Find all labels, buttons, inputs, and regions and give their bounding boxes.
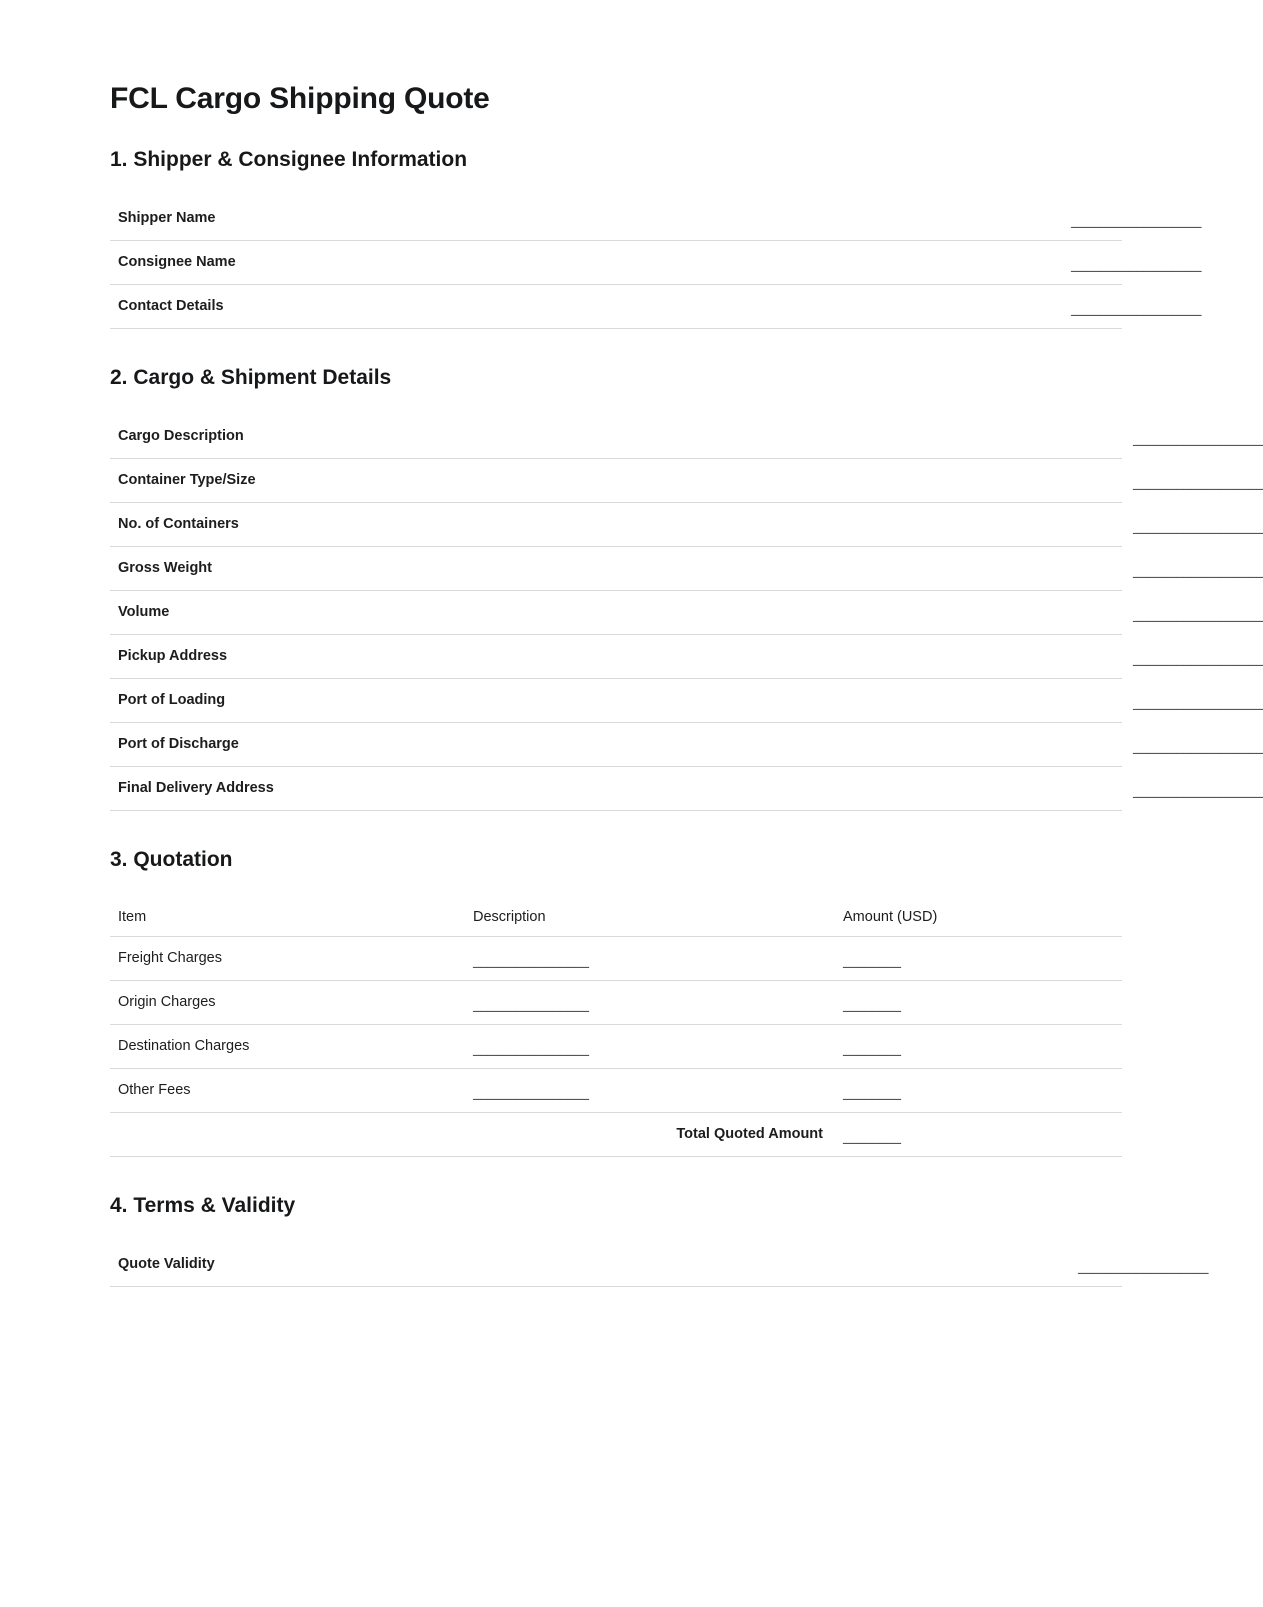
table-row — [110, 284, 1122, 328]
terms-validity-table — [110, 1243, 1209, 1287]
table-row — [110, 936, 1122, 980]
table-row — [110, 1024, 1122, 1068]
blank-line: __________________ — [1078, 1260, 1209, 1277]
section-heading-cargo-shipment: 2. Cargo & Shipment Details — [110, 365, 392, 389]
field-value-contact-details[interactable] — [616, 284, 1202, 328]
document-content — [110, 0, 1263, 1287]
blank-line: __________________ — [1133, 476, 1263, 493]
field-label-shipper-name: Shipper Name — [110, 197, 616, 241]
blank-line: __________________ — [1133, 608, 1263, 625]
field-label-quote-validity: Quote Validity — [110, 1243, 616, 1287]
field-label-cargo-description: Cargo Description — [110, 415, 616, 459]
cargo-shipment-table — [110, 415, 1263, 811]
quotation-item-destination-charges: Destination Charges — [110, 1024, 465, 1068]
field-label-no-of-containers: No. of Containers — [110, 502, 616, 546]
quotation-description-other-fees[interactable] — [465, 1068, 835, 1112]
quotation-description-origin-charges[interactable] — [465, 980, 835, 1024]
field-value-container-type-size[interactable] — [616, 458, 1263, 502]
table-row — [110, 546, 1122, 590]
field-label-port-of-discharge: Port of Discharge — [110, 722, 616, 766]
blank-line: ________ — [843, 1042, 901, 1059]
table-row — [110, 458, 1122, 502]
blank-line: __________________ — [1071, 302, 1202, 319]
quotation-amount-origin-charges[interactable] — [835, 980, 1122, 1024]
table-row — [110, 502, 1122, 546]
table-row — [110, 415, 1122, 459]
quotation-item-freight-charges: Freight Charges — [110, 936, 465, 980]
field-value-cargo-description[interactable] — [616, 415, 1263, 459]
field-value-no-of-containers[interactable] — [616, 502, 1263, 546]
blank-line: __________________ — [1133, 696, 1263, 713]
blank-line: ________ — [843, 954, 901, 971]
table-row — [110, 678, 1122, 722]
column-header-amount-usd: Amount (USD) — [835, 898, 1122, 936]
table-row — [110, 590, 1122, 634]
field-value-shipper-name[interactable] — [616, 197, 1202, 241]
total-quoted-amount-value[interactable] — [835, 1112, 1122, 1156]
table-header-row — [110, 898, 1122, 936]
blank-line: ________ — [843, 1130, 901, 1147]
field-value-port-of-discharge[interactable] — [616, 722, 1263, 766]
column-header-item: Item — [110, 898, 465, 936]
quotation-description-freight-charges[interactable] — [465, 936, 835, 980]
section-heading-shipper-consignee: 1. Shipper & Consignee Information — [110, 147, 468, 171]
field-label-contact-details: Contact Details — [110, 284, 616, 328]
blank-line: ________________ — [473, 998, 589, 1015]
table-row — [110, 1243, 1122, 1287]
blank-line: __________________ — [1071, 258, 1202, 275]
field-label-port-of-loading: Port of Loading — [110, 678, 616, 722]
field-label-consignee-name: Consignee Name — [110, 240, 616, 284]
quotation-amount-other-fees[interactable] — [835, 1068, 1122, 1112]
table-row — [110, 1068, 1122, 1112]
table-row — [110, 240, 1122, 284]
quotation-item-origin-charges: Origin Charges — [110, 980, 465, 1024]
field-value-gross-weight[interactable] — [616, 546, 1263, 590]
table-total-row — [110, 1112, 1122, 1156]
field-value-final-delivery-address[interactable] — [616, 766, 1263, 810]
field-value-pickup-address[interactable] — [616, 634, 1263, 678]
field-label-final-delivery-address: Final Delivery Address — [110, 766, 616, 810]
blank-line: ________ — [843, 1086, 901, 1103]
section-heading-quotation: 3. Quotation — [110, 847, 233, 871]
table-row — [110, 722, 1122, 766]
blank-line: ________________ — [473, 1042, 589, 1059]
blank-line: __________________ — [1071, 214, 1202, 231]
field-value-consignee-name[interactable] — [616, 240, 1202, 284]
page-title: FCL Cargo Shipping Quote — [110, 82, 490, 115]
field-label-volume: Volume — [110, 590, 616, 634]
field-label-container-type-size: Container Type/Size — [110, 458, 616, 502]
blank-line: __________________ — [1133, 432, 1263, 449]
blank-line: __________________ — [1133, 564, 1263, 581]
blank-line: __________________ — [1133, 520, 1263, 537]
quotation-table — [110, 898, 1122, 1157]
field-value-volume[interactable] — [616, 590, 1263, 634]
quotation-amount-freight-charges[interactable] — [835, 936, 1122, 980]
section-heading-terms-validity: 4. Terms & Validity — [110, 1193, 296, 1217]
quotation-description-destination-charges[interactable] — [465, 1024, 835, 1068]
total-row-spacer — [110, 1112, 465, 1156]
shipper-consignee-table — [110, 197, 1202, 329]
table-row — [110, 634, 1122, 678]
blank-line: __________________ — [1133, 652, 1263, 669]
table-row — [110, 197, 1122, 241]
blank-line: __________________ — [1133, 784, 1263, 801]
blank-line: __________________ — [1133, 740, 1263, 757]
field-label-pickup-address: Pickup Address — [110, 634, 616, 678]
quotation-item-other-fees: Other Fees — [110, 1068, 465, 1112]
field-value-port-of-loading[interactable] — [616, 678, 1263, 722]
field-label-gross-weight: Gross Weight — [110, 546, 616, 590]
table-row — [110, 766, 1122, 810]
total-quoted-amount-label: Total Quoted Amount — [465, 1112, 835, 1156]
column-header-description: Description — [465, 898, 835, 936]
field-value-quote-validity[interactable] — [616, 1243, 1209, 1287]
table-row — [110, 980, 1122, 1024]
quotation-amount-destination-charges[interactable] — [835, 1024, 1122, 1068]
blank-line: ________ — [843, 998, 901, 1015]
blank-line: ________________ — [473, 1086, 589, 1103]
blank-line: ________________ — [473, 954, 589, 971]
